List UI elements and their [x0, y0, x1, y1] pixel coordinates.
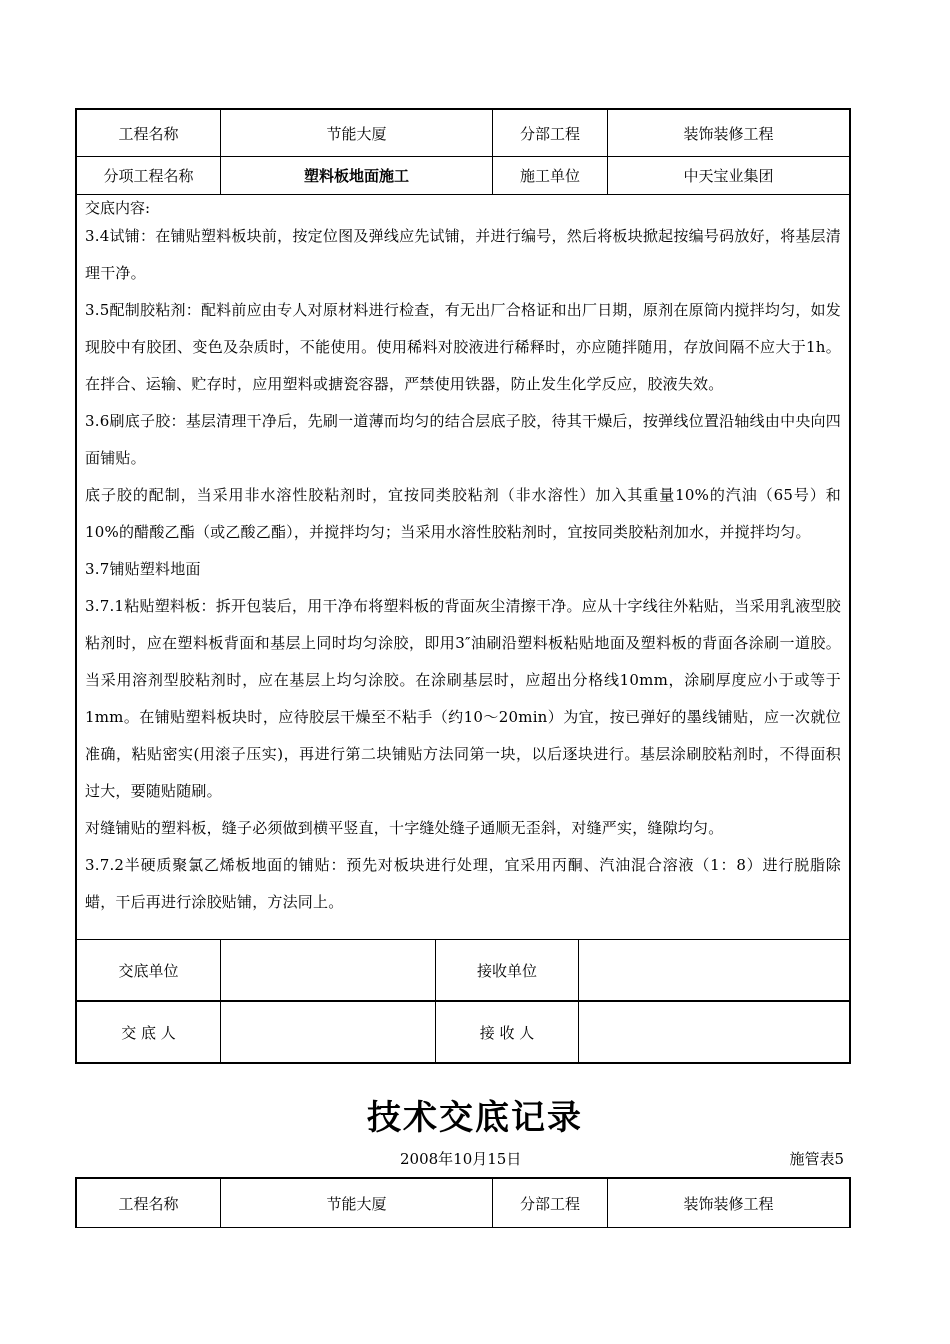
division-label: 分部工程 — [493, 1179, 608, 1227]
contractor-label: 施工单位 — [493, 157, 608, 194]
issuer-unit-label: 交底单位 — [77, 940, 221, 1000]
project-name-label: 工程名称 — [77, 1179, 221, 1227]
signature-row — [77, 1001, 849, 1062]
receiver-person-label: 接 收 人 — [436, 1002, 579, 1062]
division-label: 分部工程 — [493, 110, 608, 156]
next-page-table — [75, 1177, 851, 1228]
signature-row — [77, 940, 849, 1001]
page-title: 技术交底记录 — [367, 1098, 583, 1138]
table-row — [77, 157, 849, 195]
paragraph-3-5: 3.5配制胶粘剂：配料前应由专人对原材料进行检查，有无出厂合格证和出厂日期，原剂在原筒内搅拌均匀，如发现胶中有胶团、变色及杂质时，不能使用。使用稀料对胶液进行稀释时，亦应随拌随用，存放间隔不应大于1h。在拌合、运输、贮存时，应用塑料或搪瓷容器，严禁使用铁器，防止发生化学反应，胶液失效。 — [85, 301, 841, 393]
issuer-person-field[interactable] — [221, 1002, 436, 1062]
project-name-value: 节能大厦 — [221, 110, 493, 156]
table-row — [77, 1179, 849, 1228]
paragraph-primer-mix: 底子胶的配制，当采用非水溶性胶粘剂时，宜按同类胶粘剂（非水溶性）加入其重量10%的汽油（65号）和10%的醋酸乙酯（或乙酸乙酯），并搅拌均匀；当采用水溶性胶粘剂时，宜按同类胶粘剂加水，并搅拌均匀。 — [85, 486, 841, 541]
disclosure-table — [75, 108, 851, 1064]
subitem-label: 分项工程名称 — [77, 157, 221, 194]
subitem-value: 塑料板地面施工 — [221, 157, 493, 194]
table-row — [77, 110, 849, 157]
division-value: 装饰装修工程 — [683, 124, 774, 143]
receiver-unit-label: 接收单位 — [436, 940, 579, 1000]
contractor-value: 中天宝业集团 — [683, 167, 774, 185]
paragraph-3-4: 3.4试铺：在铺贴塑料板块前，按定位图及弹线应先试铺，并进行编号，然后将板块掀起按编号码放好，将基层清理干净。 — [85, 227, 841, 282]
paragraph-joint: 对缝铺贴的塑料板，缝子必须做到横平竖直，十字缝处缝子通顺无歪斜，对缝严实，缝隙均匀。 — [85, 819, 724, 837]
issuer-person-label: 交 底 人 — [77, 1002, 221, 1062]
issuer-unit-field[interactable] — [221, 940, 436, 1000]
paragraph-3-6: 3.6刷底子胶：基层清理干净后，先刷一道薄而均匀的结合层底子胶，待其干燥后，按弹线位置沿轴线由中央向四面铺贴。 — [85, 412, 841, 467]
record-date: 2008年10月15日 — [400, 1150, 522, 1168]
project-name-value: 节能大厦 — [221, 1179, 493, 1227]
form-number: 施管表5 — [789, 1150, 844, 1168]
receiver-person-field[interactable] — [579, 1002, 849, 1062]
disclosure-content — [77, 195, 849, 940]
paragraph-3-7: 3.7铺贴塑料地面 — [85, 560, 201, 578]
paragraph-3-7-2: 3.7.2半硬质聚氯乙烯板地面的铺贴：预先对板块进行处理，宜采用丙酮、汽油混合溶液（1：8）进行脱脂除蜡，干后再进行涂胶贴铺，方法同上。 — [85, 856, 841, 911]
division-value: 装饰装修工程 — [683, 1194, 774, 1213]
project-name-label: 工程名称 — [77, 110, 221, 156]
receiver-unit-field[interactable] — [579, 940, 849, 1000]
paragraph-3-7-1: 3.7.1粘贴塑料板：拆开包装后，用干净布将塑料板的背面灰尘清擦干净。应从十字线往外粘贴，当采用乳液型胶粘剂时，应在塑料板背面和基层上同时均匀涂胶，即用3″油刷沿塑料板粘贴地面及塑料板的背面各涂刷一道胶。当采用溶剂型胶粘剂时，应在基层上均匀涂胶。在涂刷基层时，应超出分格线10mm，涂刷厚度应小于或等于1mm。在铺贴塑料板块时，应待胶层干燥至不粘手（约10～20min）为宜，按已弹好的墨线铺贴，应一次就位准确，粘贴密实(用滚子压实)，再进行第二块铺贴方法同第一块，以后逐块进行。基层涂刷胶粘剂时，不得面积过大，要随贴随刷。 — [85, 597, 841, 800]
content-heading: 交底内容: — [85, 199, 151, 217]
